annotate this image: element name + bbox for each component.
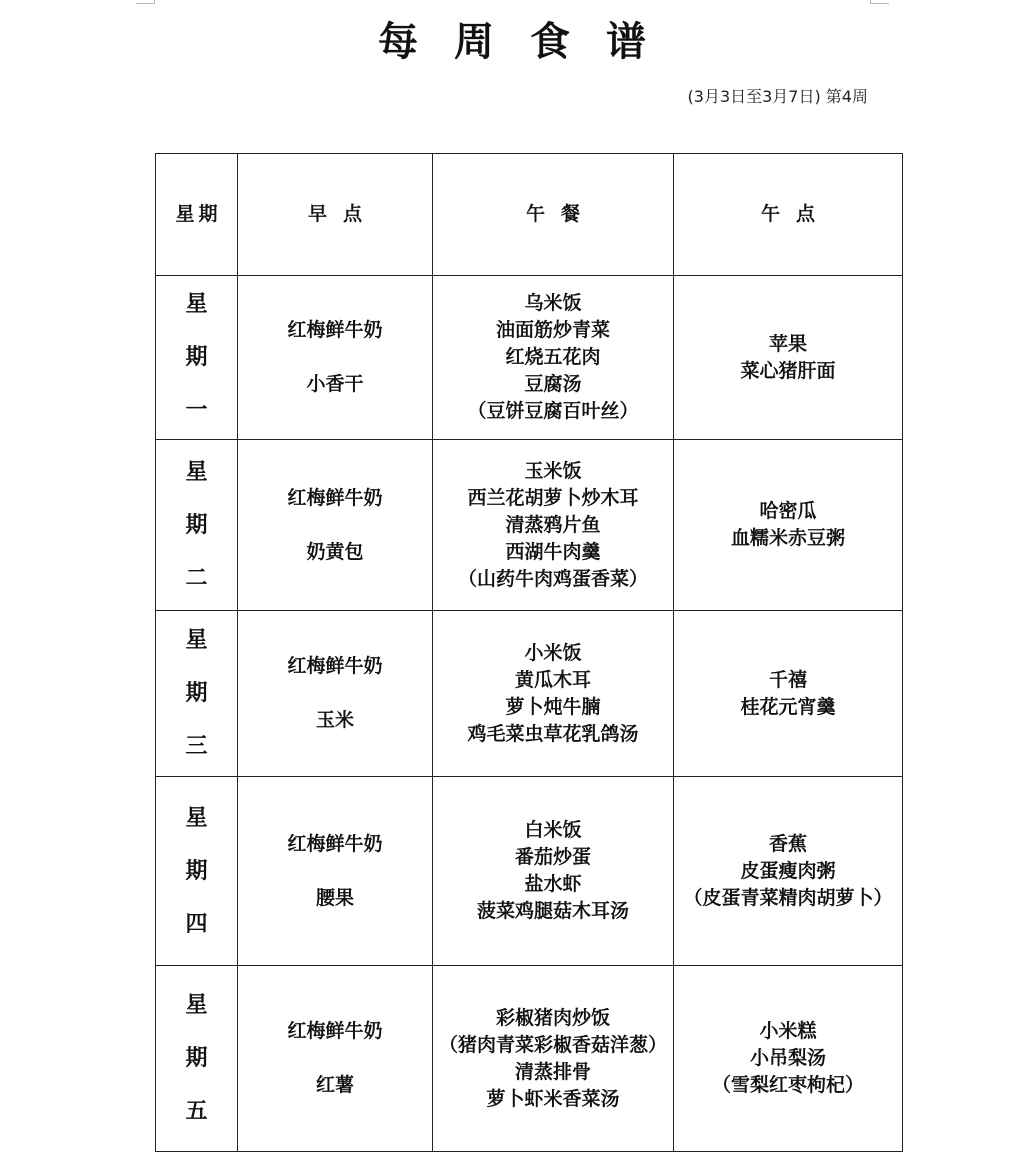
day-char: 星	[185, 628, 208, 653]
date-range-subtitle: (3月3日至3月7日) 第4周	[687, 87, 868, 106]
breakfast-spacer	[238, 858, 432, 885]
day-char: 期	[185, 512, 208, 538]
lunch-item: 西兰花胡萝卜炒木耳	[467, 486, 639, 509]
snack-item: （皮蛋青菜精肉胡萝卜）	[683, 886, 893, 909]
breakfast-cell	[238, 440, 433, 611]
day-char: 星	[185, 805, 208, 831]
snack-item: 苹果	[768, 332, 807, 355]
day-char: 期	[185, 1046, 208, 1071]
header-breakfast: 早点	[238, 154, 433, 276]
day-cell	[156, 611, 238, 777]
lunch-item: （猪肉青菜彩椒香菇洋葱）	[438, 1033, 667, 1056]
day-char: 期	[185, 345, 208, 370]
weekly-menu-table	[155, 153, 903, 1152]
breakfast-item: 红梅鲜牛奶	[287, 486, 383, 509]
menu-row	[156, 276, 903, 440]
page-title: 每周食谱	[378, 18, 682, 65]
day-cell	[156, 440, 238, 611]
lunch-cell	[433, 777, 674, 966]
snack-item: 桂花元宵羹	[740, 695, 836, 718]
header-snack: 午点	[674, 154, 903, 276]
header-row	[156, 154, 903, 276]
lunch-item: 油面筋炒青菜	[495, 319, 610, 341]
lunch-item: 西湖牛肉羹	[505, 540, 601, 563]
day-cell	[156, 966, 238, 1152]
snack-cell	[674, 966, 903, 1152]
breakfast-item: 小香干	[306, 373, 364, 395]
day-char: 五	[185, 1099, 208, 1124]
page-corner-mark-left	[136, 0, 155, 4]
lunch-cell	[433, 611, 674, 777]
lunch-item: 萝卜虾米香菜汤	[486, 1087, 620, 1110]
snack-item: 小吊梨汤	[749, 1047, 826, 1069]
breakfast-cell	[238, 276, 433, 440]
lunch-item: 白米饭	[524, 819, 582, 841]
day-char: 一	[185, 398, 208, 423]
snack-cell	[674, 611, 903, 777]
breakfast-spacer	[238, 680, 432, 707]
lunch-item: 清蒸鸦片鱼	[505, 513, 601, 536]
breakfast-cell	[238, 777, 433, 966]
day-cell	[156, 276, 238, 440]
day-char: 期	[185, 858, 208, 884]
menu-row	[156, 966, 903, 1152]
breakfast-cell	[238, 966, 433, 1152]
breakfast-item: 腰果	[315, 886, 354, 909]
snack-item: 血糯米赤豆粥	[730, 527, 845, 549]
menu-row	[156, 611, 903, 777]
page-corner-mark-right	[870, 0, 889, 4]
lunch-cell	[433, 440, 674, 611]
lunch-cell	[433, 966, 674, 1152]
lunch-item: （山药牛肉鸡蛋香菜）	[457, 567, 648, 590]
breakfast-spacer	[238, 512, 432, 539]
lunch-item: 鸡毛菜虫草花乳鸽汤	[467, 722, 639, 745]
snack-item: 哈密瓜	[759, 500, 817, 522]
lunch-item: 玉米饭	[524, 459, 582, 482]
snack-item: 菜心猪肝面	[740, 359, 836, 382]
snack-item: 千禧	[768, 668, 807, 691]
header-lunch: 午餐	[433, 154, 674, 276]
breakfast-item: 红梅鲜牛奶	[287, 319, 383, 341]
breakfast-item: 红梅鲜牛奶	[287, 1020, 383, 1042]
snack-item: 皮蛋瘦肉粥	[740, 859, 836, 882]
lunch-item: 红烧五花肉	[505, 346, 601, 368]
lunch-item: 盐水虾	[524, 873, 582, 895]
day-char: 星	[185, 292, 208, 317]
menu-row	[156, 440, 903, 611]
breakfast-spacer	[238, 344, 432, 371]
lunch-item: 菠菜鸡腿菇木耳汤	[476, 900, 629, 922]
lunch-item: 清蒸排骨	[514, 1060, 591, 1083]
day-cell	[156, 777, 238, 966]
breakfast-cell	[238, 611, 433, 777]
breakfast-item: 红梅鲜牛奶	[287, 832, 383, 855]
menu-body	[156, 276, 903, 1152]
day-char: 四	[185, 911, 208, 937]
day-char: 二	[185, 565, 208, 591]
snack-cell	[674, 276, 903, 440]
breakfast-item: 红梅鲜牛奶	[287, 655, 383, 677]
snack-item: 小米糕	[759, 1020, 817, 1042]
breakfast-item: 玉米	[315, 709, 354, 731]
lunch-item: 彩椒猪肉炒饭	[495, 1006, 610, 1029]
snack-cell	[674, 777, 903, 966]
day-char: 三	[185, 734, 208, 759]
breakfast-item: 红薯	[315, 1074, 354, 1096]
day-char: 星	[185, 459, 208, 485]
snack-item: （雪梨红枣枸杞）	[711, 1074, 864, 1096]
lunch-item: 番茄炒蛋	[514, 846, 591, 868]
header-day: 星期	[156, 154, 238, 276]
lunch-item: 乌米饭	[524, 292, 582, 314]
day-char: 星	[185, 993, 208, 1018]
menu-row	[156, 777, 903, 966]
lunch-item: 豆腐汤	[524, 373, 582, 395]
lunch-item: 萝卜炖牛腩	[505, 695, 601, 718]
breakfast-spacer	[238, 1045, 432, 1072]
lunch-item: 小米饭	[524, 641, 582, 664]
breakfast-item: 奶黄包	[306, 540, 364, 563]
snack-cell	[674, 440, 903, 611]
lunch-item: （豆饼豆腐百叶丝）	[467, 400, 639, 422]
snack-item: 香蕉	[768, 832, 807, 855]
lunch-cell	[433, 276, 674, 440]
day-char: 期	[185, 681, 208, 706]
lunch-item: 黄瓜木耳	[514, 668, 591, 691]
